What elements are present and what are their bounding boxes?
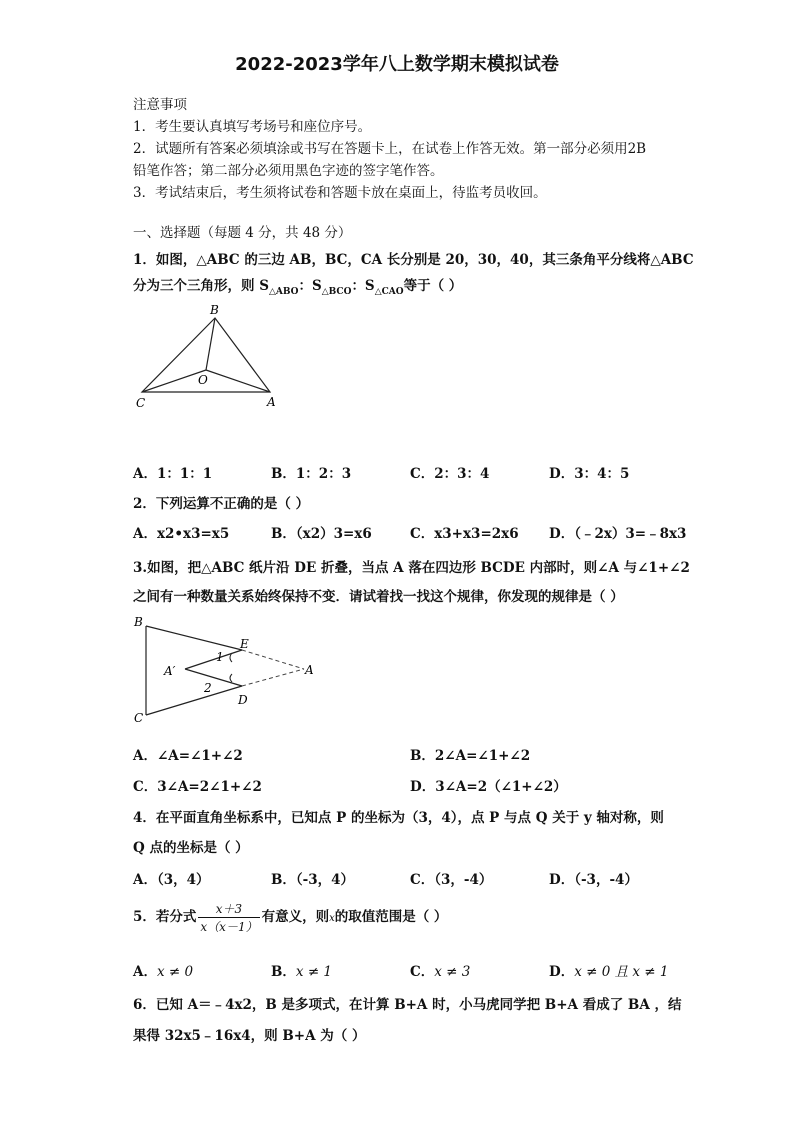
q1-option-a: A．1：1：1 (133, 466, 213, 482)
q4-option-b: B．（-3，4） (271, 872, 355, 888)
q5-fraction-denominator: x（x－1） (200, 920, 258, 934)
notice-item: 1．考生要认真填写考场号和座位序号。 (133, 119, 372, 135)
notice-item: 3．考试结束后，考生须将试卷和答题卡放在桌面上，待监考员收回。 (133, 185, 547, 201)
q3-stem-line1: 3.如图，把△ABC 纸片沿 DE 折叠，当点 A 落在四边形 BCDE 内部时，则∠A 与∠1+∠2 (133, 560, 690, 576)
section-heading: 一、选择题（每题 4 分，共 48 分） (133, 225, 352, 241)
q2-option-d: D．（﹣2x）3=﹣8x3 (549, 526, 687, 542)
q3-label-a-prime: A′ (164, 664, 176, 678)
notice-item: 铅笔作答；第二部分必须用黑色字迹的签字笔作答。 (133, 163, 444, 179)
q2-option-c: C．x3+x3=2x6 (410, 526, 519, 542)
q3-label-2: 2 (204, 681, 212, 695)
q3-fold-figure (128, 612, 328, 727)
q1-triangle-figure (130, 300, 290, 410)
q5-fraction-numerator: x＋3 (198, 900, 259, 918)
q1-label-b: B (210, 303, 219, 317)
q2-option-a: A．x2•x3=x5 (133, 526, 230, 542)
q3-label-a: A (305, 663, 314, 677)
q1-option-b: B．1：2：3 (271, 466, 352, 482)
q5-option-b: B．x ≠ 1 (271, 964, 333, 980)
q3-option-b: B．2∠A=∠1+∠2 (410, 748, 531, 764)
q5-option-d: D．x ≠ 0 且 x ≠ 1 (549, 964, 669, 980)
q3-label-d: D (238, 693, 248, 707)
q3-label-b: B (134, 615, 143, 629)
q1-option-c: C．2：3：4 (410, 466, 490, 482)
q3-option-c: C．3∠A=2∠1+∠2 (133, 779, 262, 795)
q1-label-a: A (267, 395, 276, 409)
q1-label-o: O (198, 373, 208, 387)
q1-stem-line2: 分为三个三角形，则 $S_{\triangle ABO}$：$S_{\triangle BCO}$：$S_{\triangle CAO}$等于（ ） (133, 278, 463, 297)
page-title: 2022-2023学年八上数学期末模拟试卷 (235, 54, 559, 75)
q1-label-c: C (136, 396, 146, 410)
q4-stem-line1: 4．在平面直角坐标系中，已知点 P 的坐标为（3，4），点 P 与点 Q 关于 y 轴对称，则 (133, 810, 664, 826)
q5-stem: 5．若分式 $\frac{x+3}{x(x-1)}$ 有意义，则x的取值范围是（ ） (133, 902, 448, 934)
q3-label-e: E (240, 637, 249, 651)
q4-option-d: D．（-3，-4） (549, 872, 638, 888)
q4-stem-line2: Q 点的坐标是（ ） (133, 840, 249, 856)
q4-option-a: A．（3，4） (133, 872, 210, 888)
q3-option-d: D．3∠A=2（∠1+∠2） (410, 779, 567, 795)
notice-item: 2．试题所有答案必须填涂或书写在答题卡上，在试卷上作答无效。第一部分必须用2B (133, 141, 647, 157)
q3-stem-line2: 之间有一种数量关系始终保持不变．请试着找一找这个规律，你发现的规律是（ ） (133, 589, 624, 605)
q2-stem: 2．下列运算不正确的是（ ） (133, 496, 310, 512)
q5-option-a: A．x ≠ 0 (133, 964, 194, 980)
q2-option-b: B．（x2）3=x6 (271, 526, 372, 542)
q3-label-1: 1 (216, 650, 224, 664)
q1-stem-line1: 1．如图，△ABC 的三边 AB，BC，CA 长分别是 20，30，40，其三条角平分线将△ABC (133, 252, 694, 268)
notice-heading: 注意事项 (133, 97, 187, 113)
q3-label-c: C (134, 711, 144, 725)
q6-stem-line1: 6．已知 A＝﹣4x2，B 是多项式，在计算 B+A 时，小马虎同学把 B+A 看成了 BA ，结 (133, 997, 682, 1013)
q6-stem-line2: 果得 32x5﹣16x4，则 B+A 为（ ） (133, 1028, 366, 1044)
q1-option-d: D．3：4：5 (549, 466, 630, 482)
q5-option-c: C．x ≠ 3 (410, 964, 471, 980)
q3-option-a: A．∠A=∠1+∠2 (133, 748, 243, 764)
q4-option-c: C．（3，-4） (410, 872, 493, 888)
